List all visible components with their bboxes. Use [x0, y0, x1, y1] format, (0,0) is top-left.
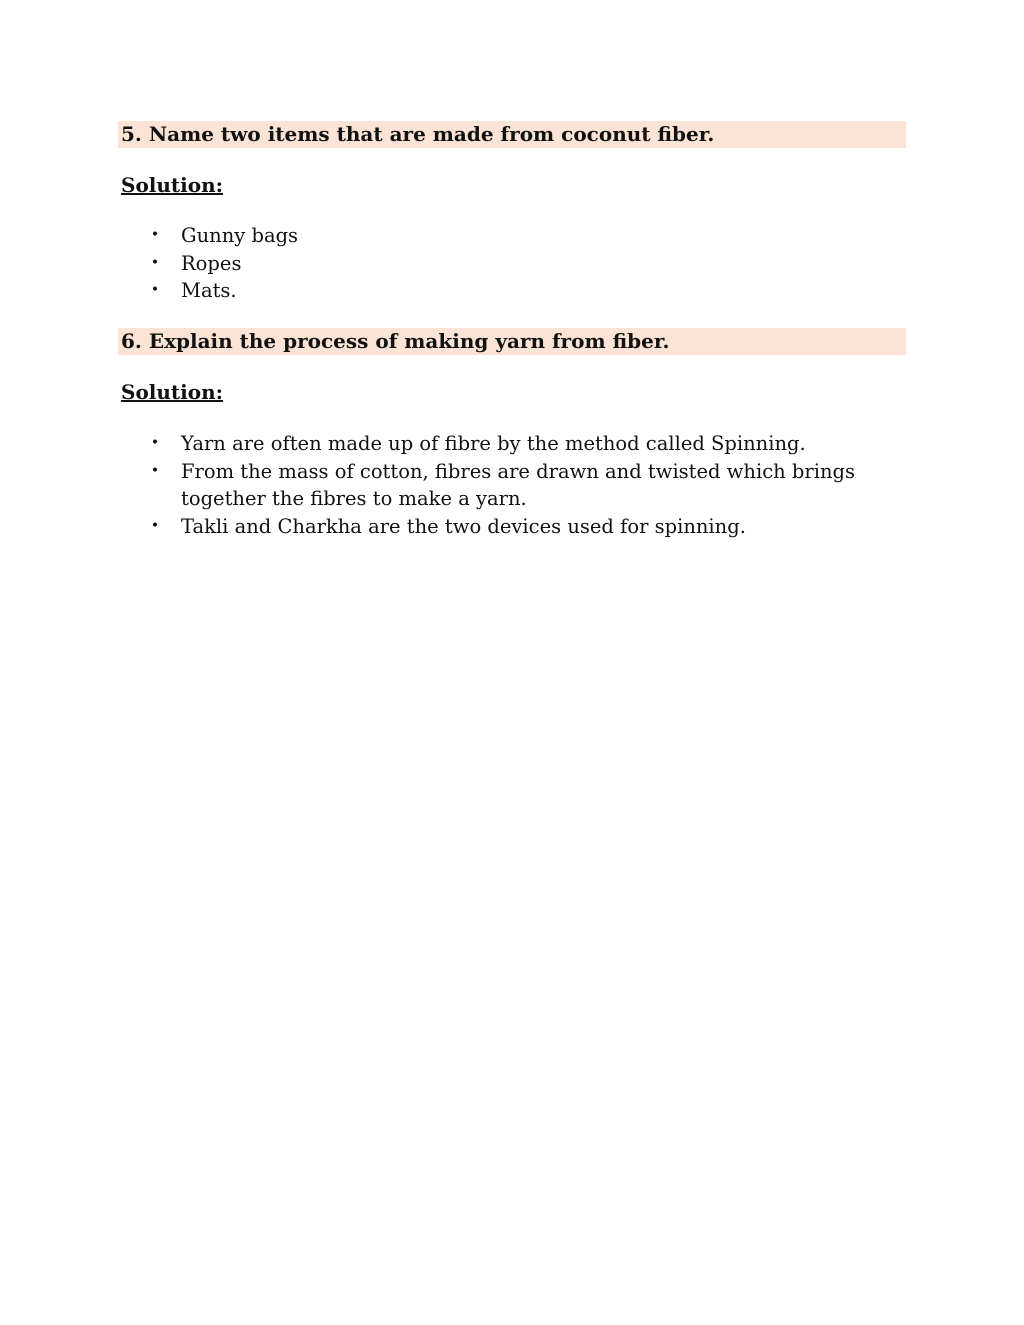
list-item — [150, 513, 890, 541]
list-item — [150, 222, 890, 250]
solution-label: Solution: — [121, 173, 224, 197]
bullet-icon: • — [150, 517, 160, 534]
list-item-text: Ropes — [181, 251, 242, 275]
list-item — [150, 458, 890, 513]
list-item-text: Mats. — [181, 279, 237, 302]
solution-label: Solution: — [121, 380, 224, 404]
list-item — [150, 250, 890, 278]
list-item-text: Yarn are often made up of fibre by the method called Spinning. — [181, 432, 806, 455]
list-item-text: Gunny bags — [181, 224, 299, 247]
answer-list — [150, 430, 890, 540]
list-item — [150, 430, 890, 458]
bullet-icon: • — [150, 435, 160, 451]
bullet-icon: • — [150, 282, 160, 298]
list-item — [150, 277, 890, 305]
bullet-icon: • — [150, 227, 160, 243]
answer-list — [150, 222, 890, 305]
bullet-icon: • — [150, 462, 160, 479]
list-item-text: Takli and Charkha are the two devices used for spinning. — [181, 514, 746, 538]
question-heading: 6. Explain the process of making yarn from fiber. — [118, 328, 906, 355]
question-heading: 5. Name two items that are made from coconut fiber. — [118, 121, 906, 148]
list-item-text: From the mass of cotton, fibres are drawn and twisted which brings together the fibres to make a yarn. — [181, 459, 855, 510]
bullet-icon: • — [150, 254, 160, 271]
